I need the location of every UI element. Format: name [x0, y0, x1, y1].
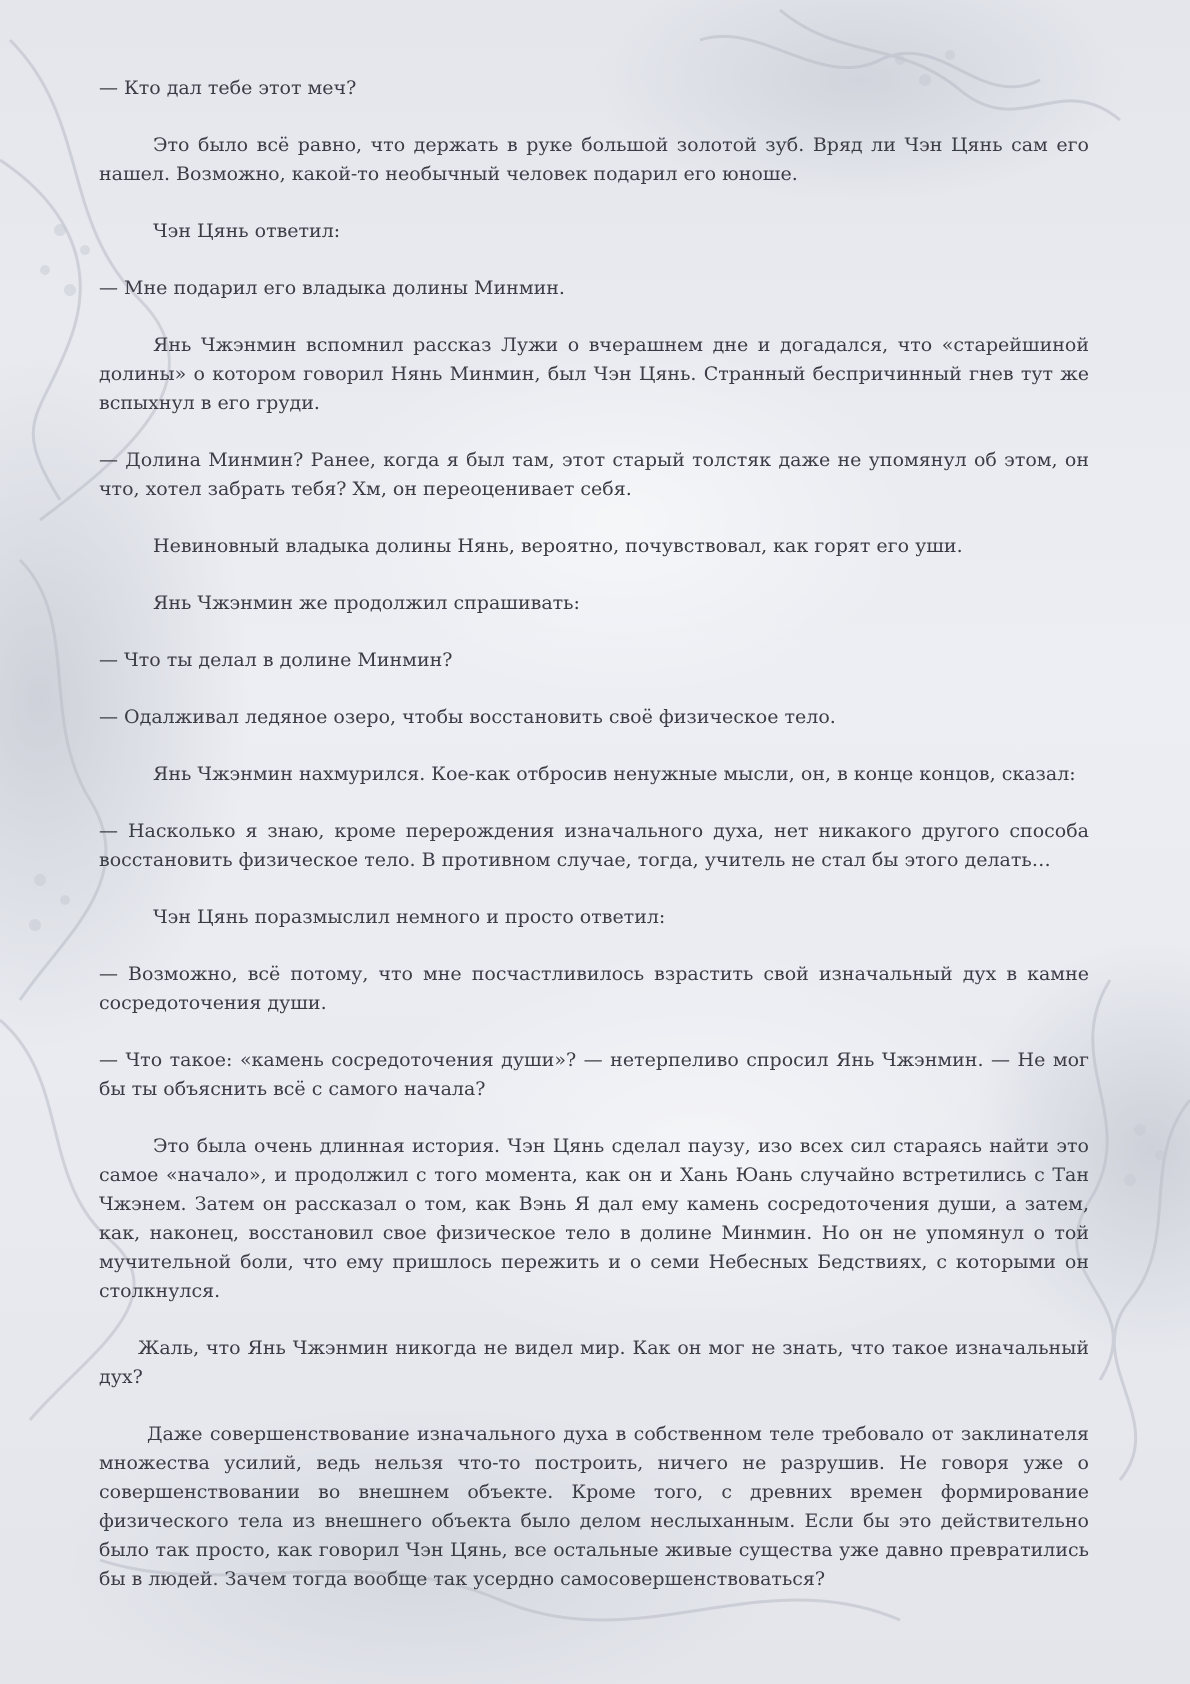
paragraph: Янь Чжэнмин нахмурился. Кое-как отбросив ненужные мысли, он, в конце концов, сказал:: [153, 763, 1076, 785]
paragraph: Чэн Цянь ответил:: [153, 220, 341, 242]
paragraph: Чэн Цянь поразмыслил немного и просто ответил:: [153, 906, 666, 928]
paragraph: — Насколько я знаю, кроме перерождения изначального духа, нет никакого другого способа восстановить физическое тело. В противном случае, тогда, учитель не стал бы этого делать…: [99, 820, 1089, 871]
paragraph: Это была очень длинная история. Чэн Цянь сделал паузу, изо всех сил стараясь найти это самое «начало», и продолжил с того момента, как он и Хань Юань случайно встретились с Тан Чжэнем. Затем он рассказал о том, как Вэнь Я дал ему камень сосредоточения души, а затем, как, наконец, восстановил свое физическое тело в долине Минмин. Но он не упомянул о той мучительной боли, что ему пришлось пережить и о семи Небесных Бедствиях, с которыми он столкнулся.: [99, 1135, 1089, 1302]
paragraph: Даже совершенствование изначального духа в собственном теле требовало от заклинателя множества усилий, ведь нельзя что-то построить, ничего не разрушив. Не говоря уже о совершенствовании во внешнем объекте. Кроме того, с древних времен формирование физического тела из внешнего объекта было делом неслыханным. Если бы это действительно было так просто, как говорил Чэн Цянь, все остальные живые существа уже давно превратились бы в людей. Зачем тогда вообще так усердно самосовершенствоваться?: [99, 1423, 1089, 1590]
paragraph: Янь Чжэнмин же продолжил спрашивать:: [153, 592, 580, 614]
paragraph: — Что такое: «камень сосредоточения души»? — нетерпеливо спросил Янь Чжэнмин. — Не мог бы ты объяснить всё с самого начала?: [99, 1049, 1089, 1100]
paragraph: — Кто дал тебе этот меч?: [99, 77, 357, 99]
paragraph: — Возможно, всё потому, что мне посчастливилось взрастить свой изначальный дух в камне сосредоточения души.: [99, 963, 1089, 1014]
paragraph: Невиновный владыка долины Нянь, вероятно, почувствовал, как горят его уши.: [153, 535, 963, 557]
page-text: [99, 74, 1089, 1594]
paragraph: Янь Чжэнмин вспомнил рассказ Лужи о вчерашнем дне и догадался, что «старейшиной долины» о котором говорил Нянь Минмин, был Чэн Цянь. Странный беспричинный гнев тут же вспыхнул в его груди.: [99, 334, 1089, 414]
paragraph: — Одалживал ледяное озеро, чтобы восстановить своё физическое тело.: [99, 706, 836, 728]
paragraph: — Мне подарил его владыка долины Минмин.: [99, 277, 565, 299]
paragraph: — Долина Минмин? Ранее, когда я был там, этот старый толстяк даже не упомянул об этом, он что, хотел забрать тебя? Хм, он переоценивает себя.: [99, 449, 1089, 500]
paragraph: — Что ты делал в долине Минмин?: [99, 649, 453, 671]
paragraph: Жаль, что Янь Чжэнмин никогда не видел мир. Как он мог не знать, что такое изначальный дух?: [99, 1337, 1089, 1388]
paragraph: Это было всё равно, что держать в руке большой золотой зуб. Вряд ли Чэн Цянь сам его нашел. Возможно, какой-то необычный человек подарил его юноше.: [99, 134, 1089, 185]
